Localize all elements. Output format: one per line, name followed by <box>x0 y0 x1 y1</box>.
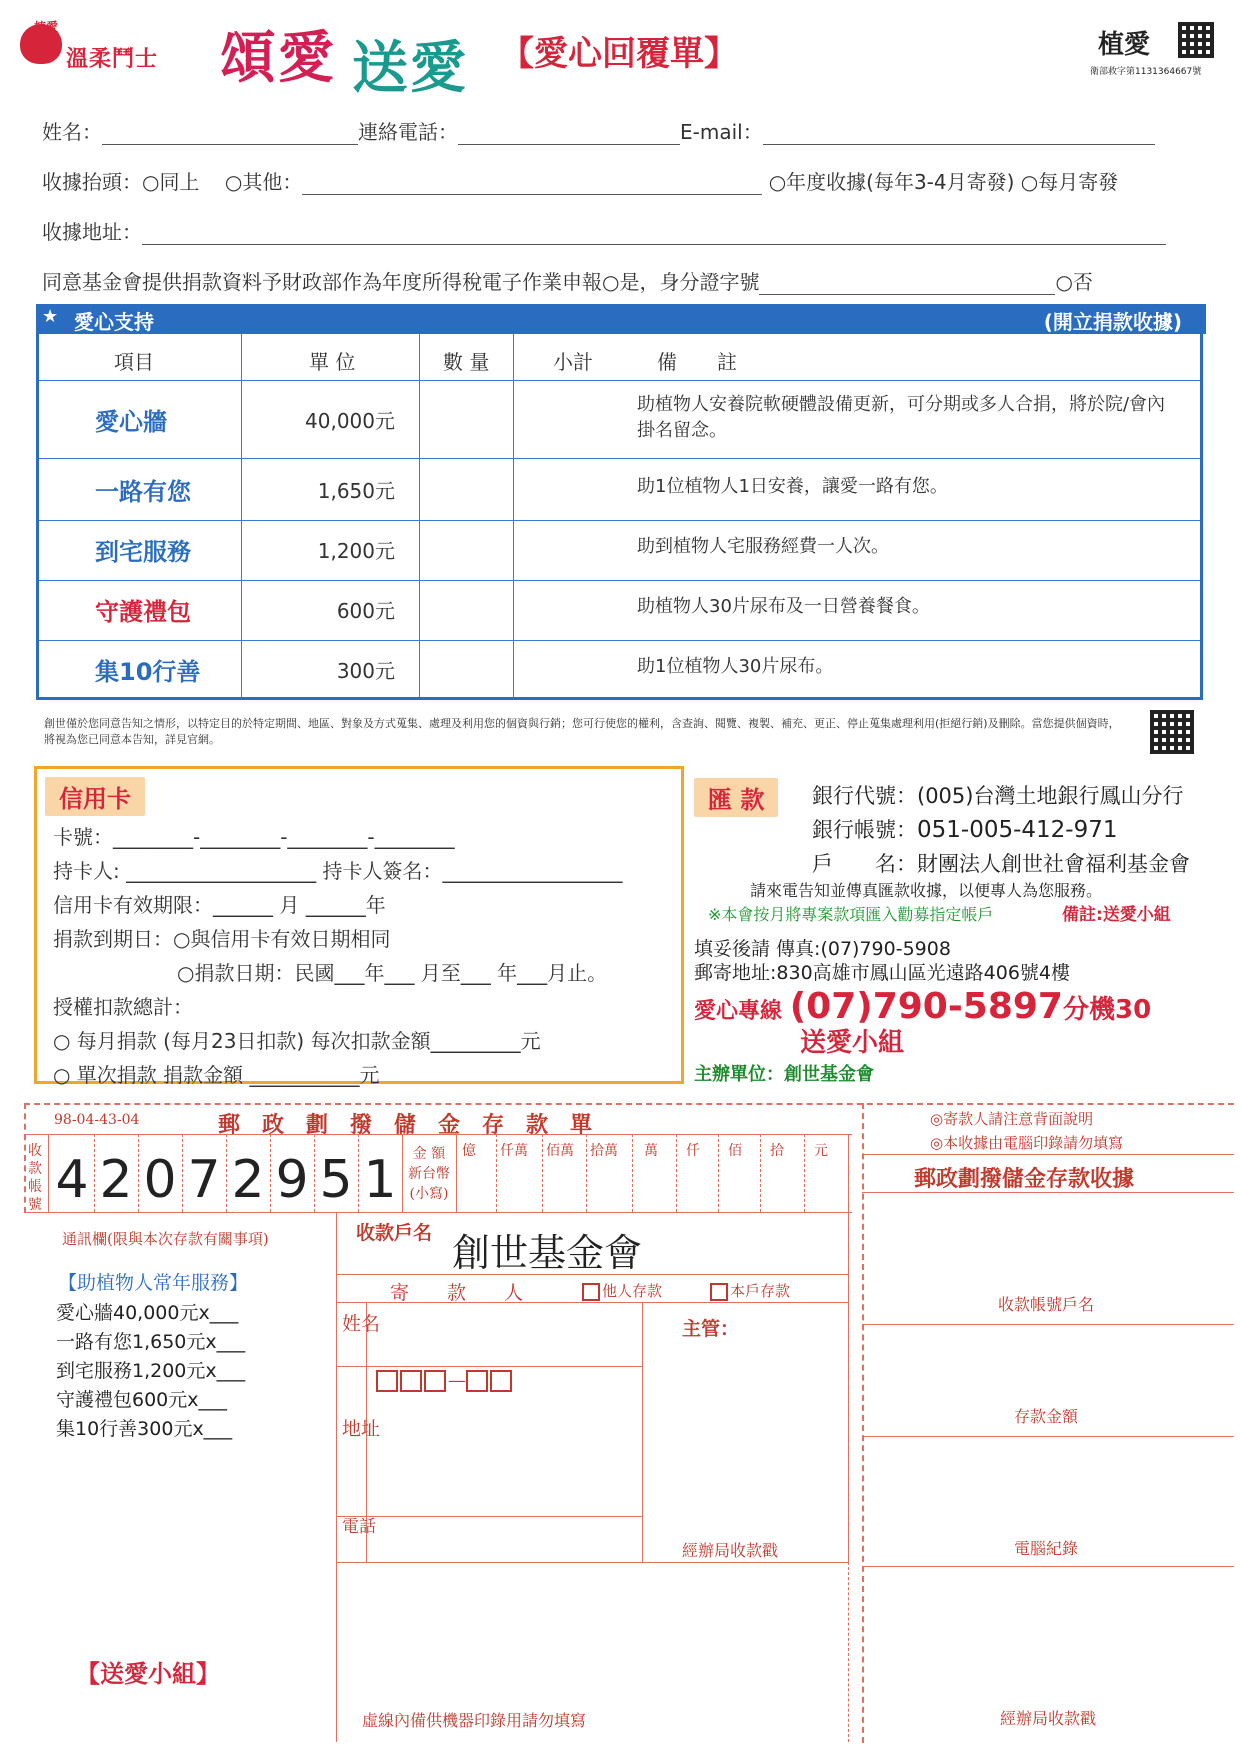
sender-row-line <box>336 1302 848 1303</box>
account-digit: 2 <box>231 1150 265 1210</box>
phone-field[interactable] <box>458 124 680 145</box>
col-divider <box>241 334 242 697</box>
price-all-the-way: 1,650元 <box>317 479 395 503</box>
self-deposit-label: 本戶存款 <box>730 1282 791 1300</box>
row-divider <box>39 380 1200 381</box>
amount-divider <box>456 1134 457 1212</box>
other-option[interactable]: ○其他： <box>224 170 303 194</box>
bank-code-label: 銀行代號： <box>812 784 917 808</box>
consent-text[interactable]: 同意基金會提供捐款資料予財政部作為年度所得稅電子作業申報○是，身分證字號 <box>42 270 760 294</box>
hotline-line <box>694 986 1151 1027</box>
phone-label: 連絡電話： <box>358 120 458 144</box>
receipt-title-label: 收據抬頭： <box>42 170 142 194</box>
postal-row-line <box>24 1134 852 1135</box>
col-header-subtotal: 小計 <box>553 350 593 374</box>
monthly-option[interactable]: ○每月寄發 <box>1020 170 1119 194</box>
unit-label: 億 <box>462 1143 476 1159</box>
card-number-field[interactable]: 卡號：________-________-________-________ <box>53 825 455 849</box>
account-digit: 4 <box>55 1150 89 1210</box>
logo-subtitle: 植愛 <box>34 20 59 34</box>
item-love-wall: 愛心牆 <box>95 408 167 436</box>
consent-no[interactable]: ○否 <box>1055 270 1093 294</box>
notice-line2: ◎本收據由電腦印錄請勿填寫 <box>930 1134 1124 1152</box>
qr-code-icon <box>1150 710 1194 754</box>
digit-divider <box>182 1134 183 1212</box>
remit-tag: 匯 款 <box>694 778 778 817</box>
comm-heading: 【助植物人常年服務】 <box>58 1272 249 1294</box>
support-title-right: (開立捐款收據) <box>1043 310 1182 334</box>
address-line <box>42 216 1166 245</box>
email-label: E-mail： <box>680 120 763 144</box>
title-part2: 送愛 <box>352 36 468 101</box>
comm-item[interactable]: 到宅服務1,200元x___ <box>56 1360 246 1382</box>
col-header-item: 項目 <box>114 350 154 374</box>
digit-divider <box>402 1134 403 1212</box>
office-stamp-label: 經辦局收款戳 <box>682 1541 779 1560</box>
qr-code-icon <box>1178 22 1214 58</box>
item-all-the-way: 一路有您 <box>95 478 191 506</box>
machine-area-border <box>848 1562 849 1742</box>
team-tag: 【送愛小組】 <box>76 1660 220 1688</box>
support-table <box>36 334 1203 700</box>
hotline-label: 愛心專線 <box>694 999 783 1024</box>
account-line <box>812 814 1118 844</box>
payee-label: 收款戶名 <box>356 1222 433 1244</box>
col-header-unit: 單 位 <box>309 350 356 374</box>
postal-row-line <box>24 1212 852 1213</box>
unit-label: 元 <box>814 1143 828 1159</box>
receipt-line <box>862 1566 1234 1567</box>
account-label: 銀行帳號： <box>812 818 917 842</box>
sender-bottom-line <box>336 1562 848 1563</box>
email-field[interactable] <box>763 124 1155 145</box>
support-header <box>36 304 1206 334</box>
sender-right-border <box>848 1212 849 1562</box>
col-header-note: 備 註 <box>657 350 737 374</box>
note-all-the-way: 助1位植物人1日安養，讓愛一路有您。 <box>637 476 948 497</box>
postal-title: 郵 政 劃 撥 儲 金 存 款 單 <box>218 1112 593 1138</box>
brand-name: 植愛 <box>1098 30 1151 60</box>
digit-divider <box>358 1134 359 1212</box>
account-digit: 2 <box>99 1150 133 1210</box>
receipt-amount-label: 存款金額 <box>1014 1407 1079 1426</box>
note-care-pack: 助植物人30片尿布及一日營養餐食。 <box>637 596 930 617</box>
account-digit: 0 <box>143 1150 177 1210</box>
col-divider <box>513 334 514 697</box>
support-title: 愛心支持 <box>74 310 154 334</box>
remark: 備註:送愛小組 <box>1062 905 1171 925</box>
fax-number: 填妥後請 傳真:(07)790-5908 <box>694 938 951 960</box>
unit-label: 拾萬 <box>590 1143 618 1159</box>
end-date-line <box>53 923 390 952</box>
col-divider <box>419 334 420 697</box>
organizer: 主辦單位：創世基金會 <box>694 1064 874 1085</box>
col-header-qty: 數 量 <box>443 350 490 374</box>
fax-note: 請來電告知並傳真匯款收據，以便專人為您服務。 <box>750 881 1103 900</box>
permit-number: 衛部救字第1131364667號 <box>1090 67 1202 77</box>
receipt-record-label: 電腦紀錄 <box>1014 1539 1079 1558</box>
sender-phone-label: 電話 <box>342 1517 376 1537</box>
team-name: 送愛小組 <box>800 1028 905 1058</box>
unit-label: 仟萬 <box>500 1143 528 1159</box>
price-care-pack: 600元 <box>336 599 395 623</box>
price-home-service: 1,200元 <box>317 539 395 563</box>
amount-divider <box>760 1134 761 1212</box>
note-home-service: 助到植物人宅服務經費一人次。 <box>637 536 889 557</box>
hotline-number: (07)790-5897 <box>789 986 1063 1027</box>
account-holder-line <box>812 848 1190 878</box>
star-icon: ★ <box>42 306 59 327</box>
row-divider <box>39 580 1200 581</box>
account-number: 051-005-412-971 <box>917 817 1118 843</box>
machine-note: 虛線內備供機器印錄用請勿填寫 <box>362 1711 587 1730</box>
note-collect-ten: 助1位植物人30片尿布。 <box>637 656 834 677</box>
digit-divider <box>48 1134 49 1212</box>
amount-divider <box>542 1134 543 1212</box>
postal-code: 98-04-43-04 <box>54 1112 140 1128</box>
receipt-title-line <box>42 166 1118 195</box>
account-digit: 1 <box>363 1150 397 1210</box>
amount-divider <box>804 1134 805 1212</box>
auth-total-label: 授權扣款總計： <box>53 995 193 1019</box>
other-deposit-option[interactable] <box>582 1280 662 1301</box>
contact-line <box>42 116 1155 145</box>
receipt-account-label: 收款帳號戶名 <box>998 1295 1095 1314</box>
zip-boxes[interactable]: — <box>376 1370 514 1392</box>
consent-line <box>42 266 1093 295</box>
account-holder-label: 戶 名： <box>812 852 917 876</box>
account-digit: 9 <box>275 1150 309 1210</box>
note-love-wall: 助植物人安養院軟硬體設備更新，可分期或多人合捐，將於院/會內掛名留念。 <box>637 394 1166 441</box>
card-holder-field[interactable]: 持卡人: ___________________ 持卡人簽名：__________________ <box>53 859 623 883</box>
notice-line1: ◎寄款人請注意背面說明 <box>930 1110 1094 1128</box>
other-title-field[interactable] <box>302 174 762 195</box>
hotline-ext: 分機30 <box>1062 995 1152 1025</box>
comm-item[interactable]: 愛心牆40,000元x___ <box>56 1302 239 1324</box>
receipt-line <box>862 1192 1234 1193</box>
amount-divider <box>718 1134 719 1212</box>
receipt-line <box>862 1324 1234 1325</box>
checkbox-icon <box>582 1283 600 1301</box>
receipt-line <box>862 1154 1234 1155</box>
credit-card-section <box>34 766 684 1087</box>
sender-name-label: 姓名 <box>342 1313 381 1335</box>
supervisor-label: 主管： <box>682 1318 740 1340</box>
payee-name: 創世基金會 <box>452 1231 643 1275</box>
title-part1: 頌愛 <box>220 26 336 91</box>
privacy-notice: 創世僅於您同意告知之情形，以特定目的於特定期間、地區、對象及方式蒐集、處理及利用您的個資與行銷；您可行使您的權利，含查詢、閱覽、複製、補充、更正、停止蒐集處理利用(拒絕行銷)及刪除。當您提供個資時，將視為您已同意本告知，詳見官網。 <box>44 717 1120 746</box>
receipt-line <box>862 1436 1234 1437</box>
sender-row-line <box>336 1516 642 1517</box>
sender-label: 寄 款 人 <box>390 1282 524 1304</box>
end-date-option-custom[interactable]: ○捐款日期：民國___年___ 月至___ 年___月止。 <box>177 961 608 985</box>
postal-left-border <box>24 1103 26 1213</box>
digit-divider <box>138 1134 139 1212</box>
title-part3: 【愛心回覆單】 <box>500 34 738 74</box>
postal-divider <box>862 1103 864 1743</box>
amount-label: 金 額 新台幣 (小寫) <box>408 1146 450 1202</box>
postal-top-border <box>24 1103 1234 1105</box>
digit-divider <box>270 1134 271 1212</box>
bank-code: (005)台灣土地銀行鳳山分行 <box>917 784 1184 808</box>
comm-title: 通訊欄(限與本次存款有關事項) <box>62 1230 269 1248</box>
receipt-title: 郵政劃撥儲金存款收據 <box>914 1166 1135 1192</box>
account-digit: 5 <box>319 1150 353 1210</box>
mail-address: 郵寄地址:830高雄市鳳山區光遠路406號4樓 <box>694 962 1071 984</box>
address-field[interactable] <box>142 224 1166 245</box>
sender-address-label: 地址 <box>342 1418 381 1440</box>
unit-label: 佰萬 <box>546 1143 574 1159</box>
amount-divider <box>848 1134 849 1212</box>
row-divider <box>39 458 1200 459</box>
row-divider <box>39 640 1200 641</box>
sender-row-line <box>336 1366 642 1367</box>
comm-item[interactable]: 一路有您1,650元x___ <box>56 1331 246 1353</box>
item-care-pack: 守護禮包 <box>95 598 191 626</box>
unit-label: 拾 <box>770 1143 784 1159</box>
address-label: 收據地址： <box>42 220 142 244</box>
unit-label: 萬 <box>644 1143 658 1159</box>
item-collect-ten: 集10行善 <box>95 658 201 686</box>
row-divider <box>39 520 1200 521</box>
comm-item[interactable]: 守護禮包600元x___ <box>56 1389 228 1411</box>
sender-left-border <box>336 1212 337 1742</box>
name-label: 姓名： <box>42 120 102 144</box>
same-option[interactable]: ○同上 <box>142 170 200 194</box>
credit-card-tag: 信用卡 <box>45 777 145 816</box>
unit-label: 仟 <box>686 1143 700 1159</box>
item-home-service: 到宅服務 <box>95 538 191 566</box>
digit-divider <box>226 1134 227 1212</box>
single-donation-option[interactable]: ○ 單次捐款 捐款金額 ___________元 <box>53 1063 380 1087</box>
yearly-option[interactable]: ○年度收據(每年3-4月寄發) <box>768 170 1015 194</box>
monthly-note: ※本會按月將專案款項匯入勸募指定帳戶 <box>708 905 994 924</box>
checkbox-icon <box>710 1283 728 1301</box>
card-expiry-field[interactable]: 信用卡有效期限：______ 月 ______年 <box>53 893 386 917</box>
bank-code-line <box>812 780 1183 810</box>
account-holder: 財團法人創世社會福利基金會 <box>917 852 1190 876</box>
amount-divider <box>586 1134 587 1212</box>
monthly-donation-option[interactable]: ○ 每月捐款 (每月23日扣款) 每次扣款金額_________元 <box>53 1029 541 1053</box>
name-field[interactable] <box>102 124 358 145</box>
end-date-label: 捐款到期日： <box>53 927 173 951</box>
amount-divider <box>496 1134 497 1212</box>
amount-divider <box>632 1134 633 1212</box>
id-number-field[interactable] <box>759 274 1055 295</box>
price-love-wall: 40,000元 <box>305 409 395 433</box>
other-deposit-label: 他人存款 <box>602 1282 663 1300</box>
logo-name: 溫柔鬥士 <box>66 47 159 72</box>
amount-divider <box>676 1134 677 1212</box>
account-digit: 7 <box>187 1150 221 1210</box>
comm-item[interactable]: 集10行善300元x___ <box>56 1418 233 1440</box>
account-label: 收款帳號 <box>28 1143 42 1213</box>
supervisor-divider <box>642 1302 643 1562</box>
digit-divider <box>94 1134 95 1212</box>
sender-row-line <box>336 1274 848 1275</box>
unit-label: 佰 <box>728 1143 742 1159</box>
price-collect-ten: 300元 <box>336 659 395 683</box>
self-deposit-option[interactable] <box>710 1280 790 1301</box>
end-date-option-same[interactable]: ○與信用卡有效日期相同 <box>173 927 391 951</box>
digit-divider <box>314 1134 315 1212</box>
receipt-stamp-label: 經辦局收款戳 <box>1000 1709 1097 1728</box>
